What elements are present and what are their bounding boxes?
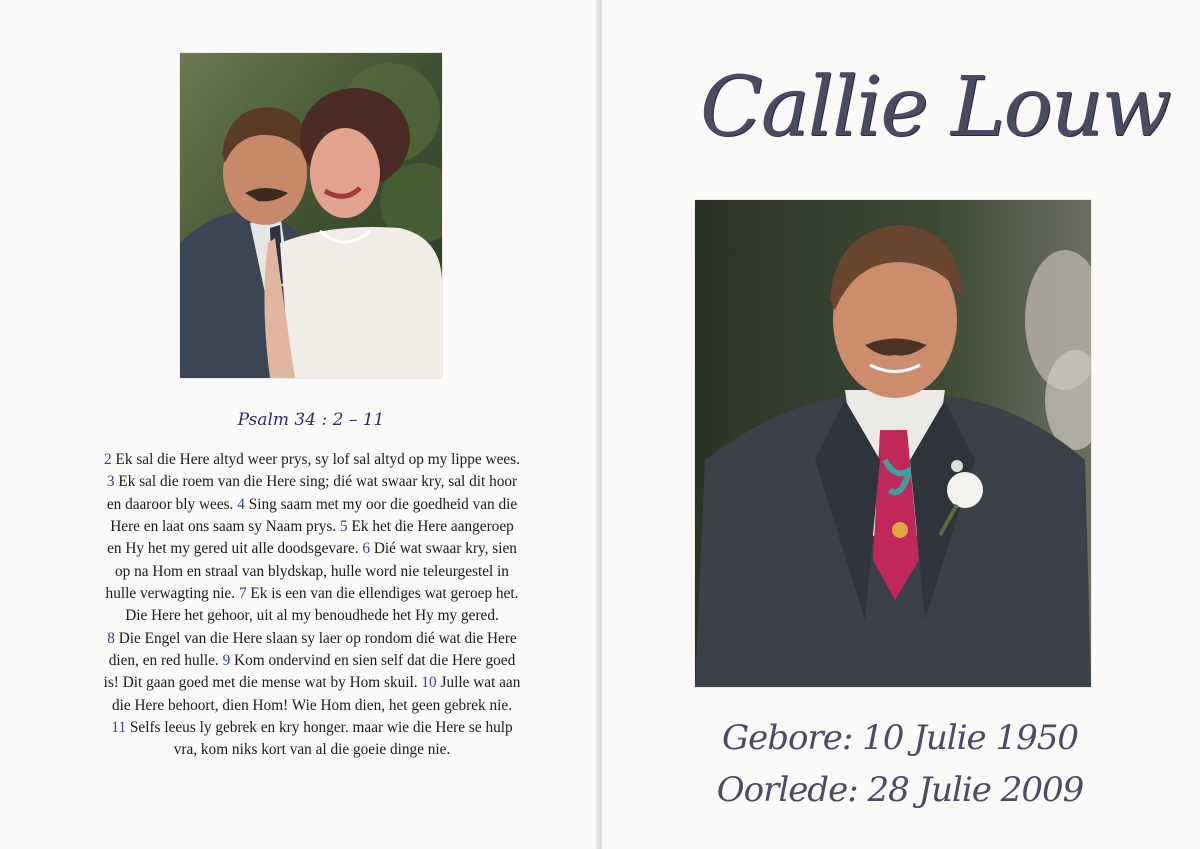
death-date: Oorlede: 28 Julie 2009 <box>716 770 1084 810</box>
verse-number: 6 <box>362 540 371 558</box>
psalm-line <box>52 538 572 560</box>
verse-text: op na Hom en straal van blydskap, hulle word nie teleurgestel in <box>115 562 509 580</box>
psalm-line <box>52 583 572 605</box>
verse-number: 2 <box>104 451 112 468</box>
verse-number: 3 <box>106 473 115 491</box>
psalm-line <box>52 628 572 650</box>
verse-text: die Here behoort, dien Hom! Wie Hom dien, het geen gebrek nie. <box>111 696 513 714</box>
verse-number: 11 <box>111 719 127 737</box>
verse-number: 8 <box>107 629 115 647</box>
psalm-line <box>52 672 572 694</box>
psalm-title: Psalm 34 : 2 – 11 <box>237 410 385 430</box>
verse-text: hulle verwagting nie. <box>105 585 239 603</box>
verse-number: 9 <box>222 652 231 670</box>
psalm-line <box>52 605 572 627</box>
verse-text: Kom ondervind en sien self dat die Here goed <box>230 652 516 670</box>
verse-number: 5 <box>340 518 348 536</box>
verse-text: Dié wat swaar kry, sien <box>370 540 517 558</box>
left-page <box>0 0 598 849</box>
verse-number: 7 <box>238 585 247 603</box>
psalm-text <box>52 449 572 762</box>
verse-text: en daaroor bly wees. <box>106 495 238 513</box>
psalm-line <box>52 739 572 761</box>
verse-text: Ek sal die roem van die Here sing; dié wat swaar kry, sal dit hoor <box>114 473 518 491</box>
psalm-line <box>52 561 572 583</box>
psalm-line <box>52 695 572 717</box>
verse-text: Ek sal die Here altyd weer prys, sy lof sal altyd op my lippe wees. <box>111 451 520 468</box>
psalm-line <box>52 650 572 672</box>
psalm-line <box>52 717 572 739</box>
verse-text: Die Here het gehoor, uit al my benoudhede het Hy my gered. <box>125 607 499 625</box>
verse-number: 4 <box>237 495 245 513</box>
verse-text: vra, kom niks kort van al die goeie dinge nie. <box>173 741 451 759</box>
verse-text: Ek het die Here aangeroep <box>347 518 514 536</box>
verse-text: is! Dit gaan goed met die mense wat by Hom skuil. <box>103 674 422 692</box>
deceased-name: Callie Louw <box>700 60 1170 155</box>
verse-text: Selfs leeus ly gebrek en kry honger. maar wie die Here se hulp <box>126 719 513 737</box>
verse-text: dien, en red hulle. <box>108 652 223 670</box>
psalm-line <box>52 449 572 471</box>
portrait-photo <box>695 200 1091 687</box>
verse-text: Julle wat aan <box>436 674 521 692</box>
psalm-line <box>52 494 572 516</box>
psalm-line <box>52 516 572 538</box>
verse-text: Die Engel van die Here slaan sy laer op rondom dié wat die Here <box>114 629 517 647</box>
verse-number: 10 <box>421 674 437 692</box>
verse-text: Ek is een van die ellendiges wat geroep het. <box>246 585 519 603</box>
couple-photo <box>180 53 442 378</box>
birth-date: Gebore: 10 Julie 1950 <box>722 718 1078 758</box>
psalm-line <box>52 471 572 493</box>
verse-text: Here en laat ons saam sy Naam prys. <box>110 518 341 536</box>
verse-text: en Hy het my gered uit alle doodsgevare. <box>107 540 363 558</box>
verse-text: Sing saam met my oor die goedheid van die <box>244 495 518 513</box>
